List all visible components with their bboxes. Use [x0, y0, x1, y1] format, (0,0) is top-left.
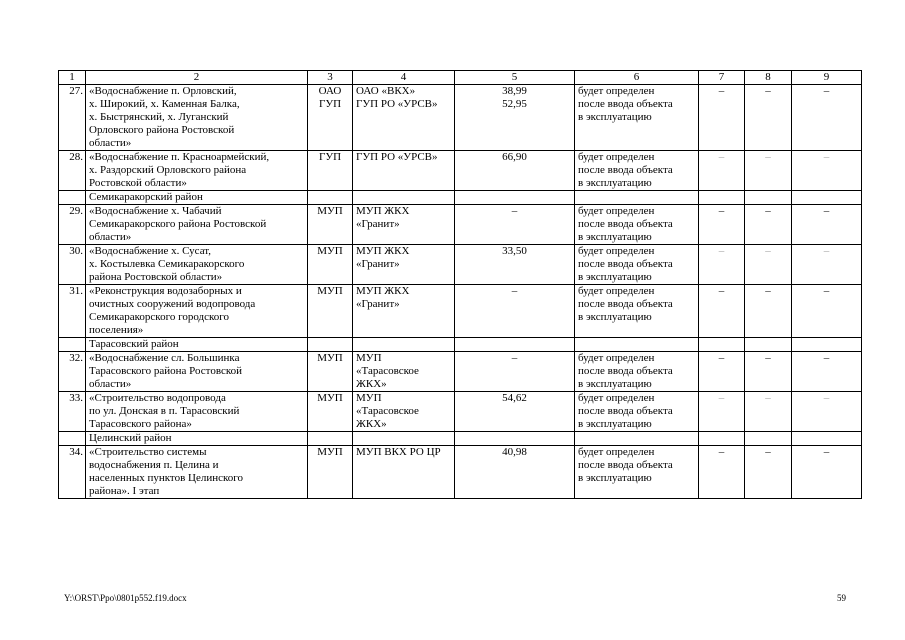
project-name [86, 151, 308, 191]
project-name-line: области» [89, 231, 132, 243]
project-name-line: х. Костылевка Семикаракорского [89, 258, 245, 270]
column-number-row [59, 71, 862, 85]
project-name [86, 446, 308, 499]
operator-line: ОАО «ВКХ» [356, 85, 416, 97]
value-line: 54,62 [502, 392, 527, 404]
district-empty-cell [455, 432, 575, 446]
owner-form [308, 392, 353, 432]
page-number: 59 [837, 593, 846, 603]
dash-c8: – [745, 392, 792, 432]
district-empty-cell [792, 191, 862, 205]
status-line: после ввода объекта [578, 98, 673, 110]
dash-c7: – [699, 352, 745, 392]
operator-line: МУП ВКХ РО ЦР [356, 446, 441, 458]
project-name-line: Семикаракорского городского [89, 311, 230, 323]
district-empty-cell [308, 432, 353, 446]
project-name [86, 85, 308, 151]
dash-c8: – [745, 285, 792, 338]
project-name-line: «Строительство водопровода [89, 392, 226, 404]
status-line: будет определен [578, 285, 655, 297]
table-row [59, 205, 862, 245]
status-line: будет определен [578, 205, 655, 217]
project-name-line: «Строительство системы [89, 446, 207, 458]
district-num-cell [59, 338, 86, 352]
table-row [59, 392, 862, 432]
dash-c8: – [745, 205, 792, 245]
dash-c7: – [699, 151, 745, 191]
operator-line: ЖКХ» [356, 418, 387, 430]
status-line: в эксплуатацию [578, 418, 652, 430]
owner-form-line: ГУП [318, 151, 342, 163]
table-row [59, 151, 862, 191]
status-line: в эксплуатацию [578, 177, 652, 189]
status-line: в эксплуатацию [578, 111, 652, 123]
row-number: 28. [59, 151, 86, 191]
owner-form [308, 245, 353, 285]
row-number: 29. [59, 205, 86, 245]
row-number: 30. [59, 245, 86, 285]
status [575, 352, 699, 392]
table-row [59, 352, 862, 392]
district-row [59, 432, 862, 446]
row-number: 34. [59, 446, 86, 499]
status-line: в эксплуатацию [578, 311, 652, 323]
project-name-line: очистных сооружений водопровода [89, 298, 256, 310]
dash-c8: – [745, 352, 792, 392]
value [455, 352, 575, 392]
value-line: 52,95 [502, 98, 527, 110]
project-name-line: «Водоснабжение сл. Большинка [89, 352, 240, 364]
owner-form [308, 285, 353, 338]
district-empty-cell [699, 338, 745, 352]
owner-form-line: ОАО [318, 85, 342, 97]
district-empty-cell [745, 432, 792, 446]
table-body [59, 71, 862, 499]
owner-form [308, 205, 353, 245]
project-name-line: населенных пунктов Целинского [89, 472, 244, 484]
district-empty-cell [353, 432, 455, 446]
operator-line: «Гранит» [356, 258, 400, 270]
table-row [59, 85, 862, 151]
operator [353, 151, 455, 191]
dash-c9: – [792, 151, 862, 191]
district-empty-cell [792, 338, 862, 352]
status-line: будет определен [578, 392, 655, 404]
column-number: 3 [308, 71, 353, 85]
column-number: 6 [575, 71, 699, 85]
district-row [59, 191, 862, 205]
project-name [86, 392, 308, 432]
project-name-line: области» [89, 378, 132, 390]
status-line: после ввода объекта [578, 258, 673, 270]
column-number: 7 [699, 71, 745, 85]
project-name-line: области» [89, 137, 132, 149]
dash-c7: – [699, 392, 745, 432]
operator-line: ГУП РО «УРСВ» [356, 98, 438, 110]
district-empty-cell [353, 191, 455, 205]
district-label: Тарасовский район [86, 338, 308, 352]
owner-form-line: МУП [317, 352, 343, 364]
row-number: 27. [59, 85, 86, 151]
project-name-line: «Реконструкция водозаборных и [89, 285, 242, 297]
status-line: будет определен [578, 151, 655, 163]
dash-c7: – [699, 446, 745, 499]
district-num-cell [59, 432, 86, 446]
district-label: Семикаракорский район [86, 191, 308, 205]
owner-form-line: МУП [317, 205, 343, 217]
operator-line: МУП ЖКХ [356, 205, 410, 217]
project-name-line: «Водоснабжение п. Орловский, [89, 85, 237, 97]
operator-line: МУП ЖКХ [356, 285, 410, 297]
district-empty-cell [792, 432, 862, 446]
dash-c9: – [792, 245, 862, 285]
dash-c9: – [792, 285, 862, 338]
owner-form [308, 151, 353, 191]
district-empty-cell [745, 338, 792, 352]
dash-c9: – [792, 392, 862, 432]
dash-c7: – [699, 85, 745, 151]
status [575, 85, 699, 151]
status-line: в эксплуатацию [578, 472, 652, 484]
owner-form [308, 446, 353, 499]
table-row [59, 285, 862, 338]
status [575, 245, 699, 285]
status-line: будет определен [578, 352, 655, 364]
district-num-cell [59, 191, 86, 205]
dash-c9: – [792, 352, 862, 392]
status [575, 151, 699, 191]
district-empty-cell [455, 338, 575, 352]
value [455, 85, 575, 151]
district-empty-cell [455, 191, 575, 205]
status [575, 392, 699, 432]
column-number: 4 [353, 71, 455, 85]
dash-c8: – [745, 85, 792, 151]
owner-form [308, 352, 353, 392]
row-number: 33. [59, 392, 86, 432]
status [575, 285, 699, 338]
investment-table [58, 70, 862, 499]
project-name-line: Тарасовского района Ростовской [89, 365, 243, 377]
value [455, 245, 575, 285]
row-number: 31. [59, 285, 86, 338]
operator-line: МУП [356, 392, 382, 404]
status-line: после ввода объекта [578, 405, 673, 417]
table-row [59, 245, 862, 285]
dash-c8: – [745, 245, 792, 285]
dash-c9: – [792, 446, 862, 499]
project-name-line: Тарасовского района» [89, 418, 192, 430]
status-line: после ввода объекта [578, 365, 673, 377]
row-number: 32. [59, 352, 86, 392]
operator [353, 245, 455, 285]
owner-form [308, 85, 353, 151]
status-line: после ввода объекта [578, 298, 673, 310]
column-number: 9 [792, 71, 862, 85]
project-name-line: района». I этап [89, 485, 160, 497]
owner-form-line: ГУП [318, 98, 342, 110]
status-line: в эксплуатацию [578, 231, 652, 243]
district-row [59, 338, 862, 352]
project-name-line: х. Раздорский Орловского района [89, 164, 247, 176]
status [575, 446, 699, 499]
dash-c9: – [792, 85, 862, 151]
district-empty-cell [575, 432, 699, 446]
status-line: будет определен [578, 446, 655, 458]
footer-file-path: Y:\ORST\Ppo\0801p552.f19.docx [64, 593, 187, 603]
district-empty-cell [699, 432, 745, 446]
operator-line: ЖКХ» [356, 378, 387, 390]
operator [353, 392, 455, 432]
value-line: 33,50 [502, 245, 527, 257]
status-line: в эксплуатацию [578, 271, 652, 283]
value [455, 285, 575, 338]
operator-line: МУП ЖКХ [356, 245, 410, 257]
operator [353, 205, 455, 245]
status [575, 205, 699, 245]
status-line: после ввода объекта [578, 459, 673, 471]
operator [353, 352, 455, 392]
district-empty-cell [575, 338, 699, 352]
dash-c8: – [745, 446, 792, 499]
value-line: – [511, 205, 518, 217]
value [455, 392, 575, 432]
district-empty-cell [308, 191, 353, 205]
operator-line: МУП [356, 352, 382, 364]
column-number: 8 [745, 71, 792, 85]
owner-form-line: МУП [317, 392, 343, 404]
value-line: – [511, 285, 518, 297]
value [455, 205, 575, 245]
district-label: Целинский район [86, 432, 308, 446]
project-name-line: по ул. Донская в п. Тарасовский [89, 405, 240, 417]
column-number: 5 [455, 71, 575, 85]
owner-form-line: МУП [317, 285, 343, 297]
project-name-line: района Ростовской области» [89, 271, 223, 283]
project-name [86, 205, 308, 245]
operator [353, 285, 455, 338]
project-name-line: «Водоснабжение х. Чабачий [89, 205, 222, 217]
district-empty-cell [575, 191, 699, 205]
district-empty-cell [308, 338, 353, 352]
value-line: 40,98 [502, 446, 527, 458]
operator-line: «Гранит» [356, 218, 400, 230]
project-name-line: Ростовской области» [89, 177, 187, 189]
project-name [86, 352, 308, 392]
project-name [86, 285, 308, 338]
dash-c7: – [699, 285, 745, 338]
status-line: в эксплуатацию [578, 378, 652, 390]
operator [353, 446, 455, 499]
owner-form-line: МУП [317, 446, 343, 458]
value-line: – [511, 352, 518, 364]
project-name-line: х. Широкий, х. Каменная Балка, [89, 98, 240, 110]
project-name-line: х. Быстрянский, х. Луганский [89, 111, 229, 123]
table-row [59, 446, 862, 499]
status-line: после ввода объекта [578, 218, 673, 230]
operator [353, 85, 455, 151]
dash-c8: – [745, 151, 792, 191]
project-name-line: «Водоснабжение х. Сусат, [89, 245, 212, 257]
district-empty-cell [745, 191, 792, 205]
value-line: 66,90 [502, 151, 527, 163]
operator-line: «Гранит» [356, 298, 400, 310]
project-name-line: «Водоснабжение п. Красноармейский, [89, 151, 270, 163]
dash-c7: – [699, 245, 745, 285]
column-number: 2 [86, 71, 308, 85]
operator-line: «Тарасовское [356, 365, 419, 377]
status-line: будет определен [578, 245, 655, 257]
dash-c9: – [792, 205, 862, 245]
project-name-line: Орловского района Ростовской [89, 124, 235, 136]
district-empty-cell [699, 191, 745, 205]
operator-line: «Тарасовское [356, 405, 419, 417]
owner-form-line: МУП [317, 245, 343, 257]
project-name-line: Семикаракорского района Ростовской [89, 218, 267, 230]
column-number: 1 [59, 71, 86, 85]
operator-line: ГУП РО «УРСВ» [356, 151, 438, 163]
dash-c7: – [699, 205, 745, 245]
status-line: будет определен [578, 85, 655, 97]
value [455, 446, 575, 499]
status-line: после ввода объекта [578, 164, 673, 176]
project-name [86, 245, 308, 285]
project-name-line: водоснабжения п. Целина и [89, 459, 219, 471]
value-line: 38,99 [502, 85, 527, 97]
value [455, 151, 575, 191]
district-empty-cell [353, 338, 455, 352]
project-name-line: поселения» [89, 324, 144, 336]
